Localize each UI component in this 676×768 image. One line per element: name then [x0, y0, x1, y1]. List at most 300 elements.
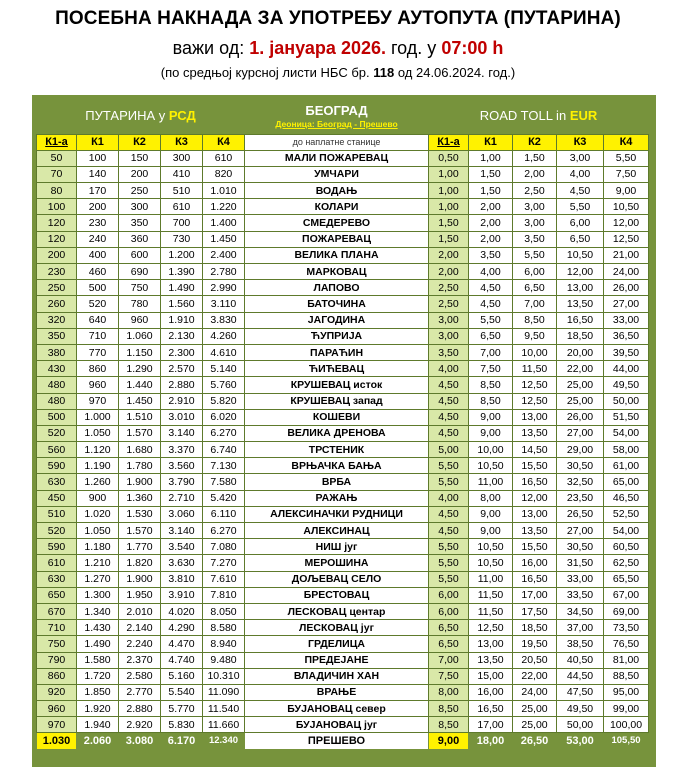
- eur-cell: 10,50: [469, 458, 513, 474]
- eur-cell: 49,50: [604, 377, 649, 393]
- table-row: [37, 344, 649, 360]
- rsd-cell: 1.560: [161, 296, 203, 312]
- eur-cell: 15,50: [513, 458, 557, 474]
- table-row: [37, 425, 649, 441]
- note-prefix: (по средњој курсној листи НБС бр.: [160, 65, 370, 80]
- col-eur-k3: К3: [557, 134, 604, 150]
- rsd-cell: 1.190: [77, 458, 119, 474]
- station-name: ВЛАДИЧИН ХАН: [245, 668, 429, 684]
- eur-cell: 5,50: [429, 474, 469, 490]
- eur-cell: 2,50: [429, 296, 469, 312]
- table-row-final: [37, 733, 649, 749]
- rsd-cell: 610: [161, 199, 203, 215]
- rsd-cell: 3.540: [161, 539, 203, 555]
- col-rsd-k1: К1: [77, 134, 119, 150]
- eur-cell: 13,00: [513, 506, 557, 522]
- rsd-cell: 600: [119, 247, 161, 263]
- station-name: СМЕДЕРЕВО: [245, 215, 429, 231]
- rsd-cell: 1.050: [77, 523, 119, 539]
- station-name: ВРЊАЧКА БАЊА: [245, 458, 429, 474]
- rsd-cell: 6.270: [203, 523, 245, 539]
- station-name: ТРСТЕНИК: [245, 442, 429, 458]
- rsd-cell: 1.510: [119, 409, 161, 425]
- rsd-cell: 12.340: [203, 733, 245, 749]
- rsd-cell: 1.010: [203, 183, 245, 199]
- rsd-cell: 230: [37, 264, 77, 280]
- eur-cell: 21,00: [604, 247, 649, 263]
- table-row: [37, 571, 649, 587]
- eur-cell: 6,50: [429, 620, 469, 636]
- rsd-cell: 3.810: [161, 571, 203, 587]
- rsd-cell: 3.830: [203, 312, 245, 328]
- rsd-cell: 10.310: [203, 668, 245, 684]
- eur-cell: 88,50: [604, 668, 649, 684]
- eur-cell: 12,00: [513, 490, 557, 506]
- rsd-cell: 6.270: [203, 425, 245, 441]
- rsd-cell: 2.060: [77, 733, 119, 749]
- eur-cell: 19,50: [513, 636, 557, 652]
- eur-cell: 25,00: [513, 717, 557, 733]
- eur-cell: 81,00: [604, 652, 649, 668]
- eur-cell: 9,00: [469, 425, 513, 441]
- rsd-cell: 3.560: [161, 458, 203, 474]
- rsd-cell: 300: [119, 199, 161, 215]
- rsd-cell: 1.490: [161, 280, 203, 296]
- rsd-cell: 9.480: [203, 652, 245, 668]
- rsd-cell: 200: [37, 247, 77, 263]
- eur-cell: 34,50: [557, 603, 604, 619]
- eur-cell: 27,00: [557, 523, 604, 539]
- rsd-cell: 360: [119, 231, 161, 247]
- table-row: [37, 280, 649, 296]
- note-suffix: од 24.06.2024. год.): [397, 65, 516, 80]
- table-row: [37, 328, 649, 344]
- toll-table: [36, 98, 649, 750]
- rsd-cell: 1.220: [203, 199, 245, 215]
- station-name: ПРЕШЕВО: [245, 733, 429, 749]
- validity-line: [0, 38, 676, 59]
- rsd-cell: 1.570: [119, 523, 161, 539]
- eur-cell: 17,00: [513, 587, 557, 603]
- rsd-cell: 1.430: [77, 620, 119, 636]
- station-name: КРУШЕВАЦ запад: [245, 393, 429, 409]
- note-number: 118: [373, 65, 395, 80]
- rsd-cell: 710: [77, 328, 119, 344]
- eur-cell: 7,50: [469, 361, 513, 377]
- table-row: [37, 458, 649, 474]
- rsd-cell: 1.390: [161, 264, 203, 280]
- table-row: [37, 506, 649, 522]
- eur-cell: 13,00: [513, 409, 557, 425]
- station-name: ЋУПРИЈА: [245, 328, 429, 344]
- rsd-cell: 7.580: [203, 474, 245, 490]
- eur-cell: 12,00: [604, 215, 649, 231]
- rsd-cell: 4.290: [161, 620, 203, 636]
- eur-cell: 29,00: [557, 442, 604, 458]
- rsd-cell: 480: [37, 393, 77, 409]
- table-row: [37, 409, 649, 425]
- eur-cell: 36,50: [604, 328, 649, 344]
- rsd-cell: 2.990: [203, 280, 245, 296]
- eur-cell: 6,50: [513, 280, 557, 296]
- rsd-cell: 1.020: [77, 506, 119, 522]
- eur-cell: 11,00: [469, 571, 513, 587]
- eur-cell: 53,00: [557, 733, 604, 749]
- rsd-cell: 670: [37, 603, 77, 619]
- eur-cell: 14,50: [513, 442, 557, 458]
- station-name: ГРДЕЛИЦА: [245, 636, 429, 652]
- eur-cell: 1,00: [429, 199, 469, 215]
- rsd-header: [37, 98, 245, 134]
- eur-cell: 4,50: [429, 523, 469, 539]
- eur-cell: 2,00: [469, 199, 513, 215]
- rsd-cell: 3.630: [161, 555, 203, 571]
- rsd-cell: 2.140: [119, 620, 161, 636]
- rsd-cell: 4.470: [161, 636, 203, 652]
- rsd-cell: 11.660: [203, 717, 245, 733]
- rsd-cell: 230: [77, 215, 119, 231]
- eur-cell: 6,00: [429, 603, 469, 619]
- eur-cell: 47,50: [557, 684, 604, 700]
- table-row: [37, 684, 649, 700]
- rsd-cell: 2.880: [161, 377, 203, 393]
- rsd-currency: РСД: [168, 107, 196, 123]
- table-row: [37, 555, 649, 571]
- rsd-cell: 1.120: [77, 442, 119, 458]
- eur-cell: 18,50: [557, 328, 604, 344]
- eur-cell: 2,00: [469, 231, 513, 247]
- rsd-cell: 2.780: [203, 264, 245, 280]
- exchange-rate-note: [0, 65, 676, 80]
- table-row: [37, 490, 649, 506]
- table-row: [37, 636, 649, 652]
- eur-cell: 2,00: [469, 215, 513, 231]
- table-row: [37, 377, 649, 393]
- eur-cell: 2,50: [513, 183, 557, 199]
- rsd-cell: 1.770: [119, 539, 161, 555]
- eur-cell: 24,00: [604, 264, 649, 280]
- eur-cell: 3,50: [429, 344, 469, 360]
- rsd-cell: 4.260: [203, 328, 245, 344]
- rsd-cell: 170: [77, 183, 119, 199]
- eur-cell: 16,50: [513, 571, 557, 587]
- eur-cell: 25,00: [557, 393, 604, 409]
- eur-cell: 4,50: [429, 409, 469, 425]
- station-name: ЛЕСКОВАЦ центар: [245, 603, 429, 619]
- rsd-cell: 350: [119, 215, 161, 231]
- eur-cell: 8,50: [429, 717, 469, 733]
- eur-cell: 32,50: [557, 474, 604, 490]
- rsd-cell: 920: [37, 684, 77, 700]
- rsd-cell: 510: [37, 506, 77, 522]
- eur-cell: 22,00: [557, 361, 604, 377]
- table-row: [37, 183, 649, 199]
- station-name: ЛЕСКОВАЦ југ: [245, 620, 429, 636]
- eur-cell: 3,00: [513, 215, 557, 231]
- eur-cell: 8,00: [469, 490, 513, 506]
- eur-cell: 6,50: [429, 636, 469, 652]
- station-name: АЛЕКСИНАЦ: [245, 523, 429, 539]
- table-row: [37, 231, 649, 247]
- eur-cell: 3,00: [429, 312, 469, 328]
- eur-cell: 54,00: [604, 425, 649, 441]
- eur-cell: 2,00: [429, 247, 469, 263]
- station-name: ВРБА: [245, 474, 429, 490]
- station-name: ДОЉЕВАЦ СЕЛО: [245, 571, 429, 587]
- rsd-cell: 1.910: [161, 312, 203, 328]
- rsd-cell: 320: [37, 312, 77, 328]
- eur-cell: 50,00: [557, 717, 604, 733]
- rsd-cell: 960: [77, 377, 119, 393]
- rsd-title: ПУТАРИНА у: [85, 107, 166, 123]
- eur-cell: 13,50: [513, 425, 557, 441]
- eur-cell: 10,00: [469, 442, 513, 458]
- eur-cell: 52,50: [604, 506, 649, 522]
- eur-cell: 13,00: [469, 636, 513, 652]
- rsd-cell: 1.000: [77, 409, 119, 425]
- table-row: [37, 296, 649, 312]
- eur-cell: 3,00: [513, 199, 557, 215]
- eur-cell: 6,50: [469, 328, 513, 344]
- eur-cell: 26,50: [513, 733, 557, 749]
- eur-currency: EUR: [569, 107, 598, 123]
- eur-cell: 4,50: [557, 183, 604, 199]
- eur-cell: 31,50: [557, 555, 604, 571]
- station-name: ВЕЛИКА ПЛАНА: [245, 247, 429, 263]
- rsd-cell: 480: [37, 377, 77, 393]
- eur-cell: 9,50: [513, 328, 557, 344]
- rsd-cell: 520: [37, 523, 77, 539]
- table-row: [37, 652, 649, 668]
- eur-cell: 4,00: [429, 361, 469, 377]
- rsd-cell: 1.820: [119, 555, 161, 571]
- eur-cell: 9,00: [469, 506, 513, 522]
- eur-cell: 33,00: [557, 571, 604, 587]
- eur-cell: 8,50: [469, 377, 513, 393]
- rsd-cell: 5.160: [161, 668, 203, 684]
- rsd-cell: 2.240: [119, 636, 161, 652]
- rsd-cell: 4.740: [161, 652, 203, 668]
- rsd-cell: 3.790: [161, 474, 203, 490]
- eur-cell: 39,50: [604, 344, 649, 360]
- rsd-cell: 630: [37, 474, 77, 490]
- rsd-cell: 2.300: [161, 344, 203, 360]
- table-row: [37, 166, 649, 182]
- eur-cell: 12,50: [469, 620, 513, 636]
- rsd-cell: 560: [37, 442, 77, 458]
- rsd-cell: 460: [77, 264, 119, 280]
- rsd-cell: 260: [37, 296, 77, 312]
- eur-cell: 49,50: [557, 701, 604, 717]
- eur-cell: 30,50: [557, 539, 604, 555]
- rsd-cell: 1.490: [77, 636, 119, 652]
- eur-cell: 4,50: [429, 506, 469, 522]
- eur-cell: 16,50: [557, 312, 604, 328]
- rsd-cell: 11.540: [203, 701, 245, 717]
- rsd-cell: 4.020: [161, 603, 203, 619]
- rsd-cell: 650: [37, 587, 77, 603]
- station-name: КОЛАРИ: [245, 199, 429, 215]
- eur-cell: 3,00: [429, 328, 469, 344]
- eur-cell: 9,00: [469, 523, 513, 539]
- eur-cell: 8,50: [469, 393, 513, 409]
- rsd-cell: 150: [119, 150, 161, 166]
- rsd-cell: 6.020: [203, 409, 245, 425]
- rsd-cell: 730: [161, 231, 203, 247]
- eur-cell: 13,50: [513, 523, 557, 539]
- rsd-cell: 7.080: [203, 539, 245, 555]
- station-name: МАЛИ ПОЖАРЕВАЦ: [245, 150, 429, 166]
- rsd-cell: 5.540: [161, 684, 203, 700]
- valid-mid: год. у: [391, 38, 437, 58]
- rsd-cell: 690: [119, 264, 161, 280]
- rsd-cell: 2.710: [161, 490, 203, 506]
- rsd-cell: 1.340: [77, 603, 119, 619]
- rsd-cell: 3.110: [203, 296, 245, 312]
- rsd-cell: 1.270: [77, 571, 119, 587]
- section-label: Деоница: Београд - Прешево: [275, 118, 398, 129]
- rsd-cell: 1.570: [119, 425, 161, 441]
- col-eur-k4: К4: [604, 134, 649, 150]
- eur-cell: 40,50: [557, 652, 604, 668]
- table-row: [37, 587, 649, 603]
- eur-cell: 0,50: [429, 150, 469, 166]
- col-rsd-k3: К3: [161, 134, 203, 150]
- eur-cell: 13,00: [557, 280, 604, 296]
- eur-cell: 69,00: [604, 603, 649, 619]
- page-title: ПОСЕБНА НАКНАДА ЗА УПОТРЕБУ АУТОПУТА (ПУТАРИНА): [55, 8, 621, 29]
- rsd-cell: 710: [37, 620, 77, 636]
- rsd-cell: 5.820: [203, 393, 245, 409]
- rsd-cell: 3.060: [161, 506, 203, 522]
- eur-cell: 5,50: [557, 199, 604, 215]
- table-row: [37, 215, 649, 231]
- eur-cell: 11,50: [513, 361, 557, 377]
- eur-cell: 24,00: [513, 684, 557, 700]
- eur-cell: 6,00: [557, 215, 604, 231]
- table-row: [37, 361, 649, 377]
- rsd-cell: 1.050: [77, 425, 119, 441]
- eur-cell: 9,00: [469, 409, 513, 425]
- eur-cell: 76,50: [604, 636, 649, 652]
- eur-cell: 1,50: [429, 215, 469, 231]
- rsd-cell: 1.210: [77, 555, 119, 571]
- table-row: [37, 442, 649, 458]
- rsd-cell: 960: [37, 701, 77, 717]
- eur-cell: 16,00: [469, 684, 513, 700]
- rsd-cell: 5.760: [203, 377, 245, 393]
- rsd-cell: 7.610: [203, 571, 245, 587]
- eur-cell: 46,50: [604, 490, 649, 506]
- rsd-cell: 1.300: [77, 587, 119, 603]
- eur-cell: 7,00: [429, 652, 469, 668]
- rsd-cell: 4.610: [203, 344, 245, 360]
- table-body: [37, 150, 649, 749]
- eur-cell: 20,00: [557, 344, 604, 360]
- rsd-cell: 1.030: [37, 733, 77, 749]
- table-row: [37, 150, 649, 166]
- table-row: [37, 668, 649, 684]
- eur-cell: 5,00: [429, 442, 469, 458]
- eur-cell: 60,50: [604, 539, 649, 555]
- eur-cell: 2,50: [429, 280, 469, 296]
- station-name: ЋИЋЕВАЦ: [245, 361, 429, 377]
- eur-cell: 26,00: [557, 409, 604, 425]
- eur-cell: 20,50: [513, 652, 557, 668]
- rsd-cell: 1.180: [77, 539, 119, 555]
- eur-cell: 13,50: [469, 652, 513, 668]
- rsd-cell: 400: [77, 247, 119, 263]
- eur-cell: 1,00: [429, 183, 469, 199]
- eur-cell: 27,00: [604, 296, 649, 312]
- eur-cell: 16,00: [513, 555, 557, 571]
- rsd-cell: 770: [77, 344, 119, 360]
- rsd-cell: 590: [37, 539, 77, 555]
- eur-cell: 7,50: [429, 668, 469, 684]
- station-name: ВОДАЊ: [245, 183, 429, 199]
- rsd-cell: 610: [37, 555, 77, 571]
- rsd-cell: 700: [161, 215, 203, 231]
- table-header-row: [37, 98, 649, 134]
- rsd-cell: 7.810: [203, 587, 245, 603]
- eur-cell: 12,50: [513, 377, 557, 393]
- rsd-cell: 1.400: [203, 215, 245, 231]
- eur-cell: 17,00: [469, 717, 513, 733]
- station-name: РАЖАЊ: [245, 490, 429, 506]
- eur-cell: 10,50: [604, 199, 649, 215]
- eur-cell: 6,50: [557, 231, 604, 247]
- rsd-cell: 970: [77, 393, 119, 409]
- eur-cell: 1,00: [469, 150, 513, 166]
- station-name: КРУШЕВАЦ исток: [245, 377, 429, 393]
- rsd-cell: 6.170: [161, 733, 203, 749]
- rsd-cell: 1.260: [77, 474, 119, 490]
- eur-cell: 44,50: [557, 668, 604, 684]
- rsd-cell: 8.940: [203, 636, 245, 652]
- eur-header: [429, 98, 649, 134]
- rsd-cell: 1.360: [119, 490, 161, 506]
- eur-cell: 73,50: [604, 620, 649, 636]
- eur-cell: 50,00: [604, 393, 649, 409]
- eur-cell: 18,00: [469, 733, 513, 749]
- eur-cell: 100,00: [604, 717, 649, 733]
- rsd-cell: 6.110: [203, 506, 245, 522]
- rsd-cell: 8.580: [203, 620, 245, 636]
- origin-city: БЕОГРАД: [305, 102, 368, 118]
- station-name: ЛАПОВО: [245, 280, 429, 296]
- eur-cell: 10,50: [469, 539, 513, 555]
- rsd-cell: 1.850: [77, 684, 119, 700]
- rsd-cell: 860: [37, 668, 77, 684]
- eur-cell: 11,50: [469, 603, 513, 619]
- eur-cell: 1,00: [429, 166, 469, 182]
- eur-cell: 5,50: [429, 458, 469, 474]
- eur-cell: 4,00: [429, 490, 469, 506]
- rsd-cell: 300: [161, 150, 203, 166]
- rsd-cell: 5.770: [161, 701, 203, 717]
- rsd-cell: 500: [37, 409, 77, 425]
- rsd-cell: 750: [119, 280, 161, 296]
- eur-cell: 3,00: [557, 150, 604, 166]
- eur-cell: 6,00: [429, 587, 469, 603]
- eur-cell: 1,50: [469, 183, 513, 199]
- eur-cell: 37,00: [557, 620, 604, 636]
- rsd-cell: 1.680: [119, 442, 161, 458]
- col-rsd-k2: К2: [119, 134, 161, 150]
- rsd-cell: 790: [37, 652, 77, 668]
- table-row: [37, 539, 649, 555]
- eur-cell: 23,50: [557, 490, 604, 506]
